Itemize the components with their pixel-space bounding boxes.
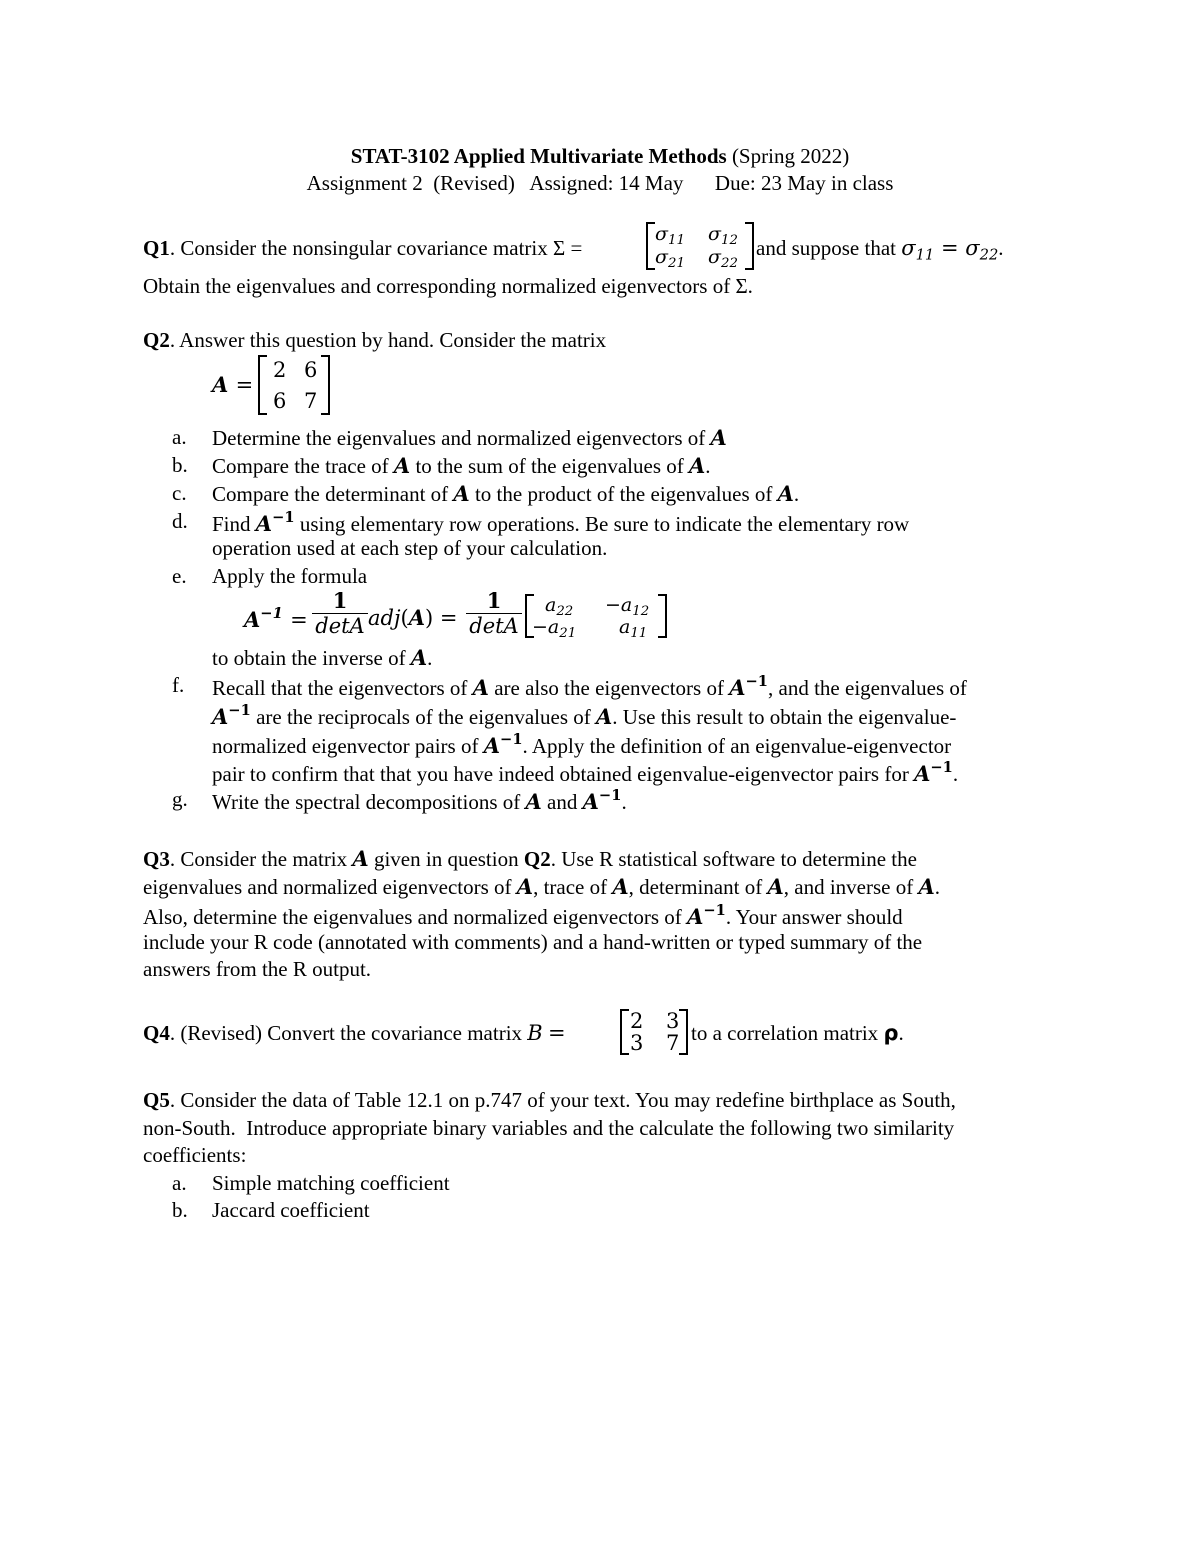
q5-line2: non-South. Introduce appropriate binary variables and the calculate the following two similarity	[143, 1116, 955, 1140]
q1-line1	[143, 236, 582, 261]
q2-intro: . Answer this question by hand. Consider the matrix	[169, 328, 607, 352]
q1-line1-tail: and suppose that $\sigma_{11} = \sigma_{22}$.	[756, 236, 1004, 264]
q2c-text: Compare the determinant of A to the product of the eigenvalues of A.	[212, 481, 800, 506]
q2g-letter: g.	[172, 787, 188, 811]
q5-line1: Q5. Consider the data of Table 12.1 on p.747 of your text. You may redefine birthplace as South,	[143, 1088, 956, 1112]
q4-line: Q4. (Revised) Convert the covariance matrix B =	[143, 1021, 566, 1045]
q1-label: Q1	[143, 236, 170, 260]
q2-matrix-a	[258, 355, 330, 415]
q4-matrix-b	[620, 1009, 688, 1055]
course-title: STAT-3102 Applied Multivariate Methods	[350, 144, 727, 168]
q3-line5: answers from the R output.	[143, 957, 372, 981]
q3-line4: include your R code (annotated with comments) and a hand-written or typed summary of the	[143, 930, 923, 954]
q2f-line1: Recall that the eigenvectors of A are also the eigenvectors of $A^{-1}$, and the eigenvalues of	[212, 673, 967, 700]
q3-line2: eigenvalues and normalized eigenvectors of A, trace of A, determinant of A, and inverse of A.	[143, 874, 941, 899]
q2d-letter: d.	[172, 509, 188, 533]
q4-line-tail: to a correlation matrix ρ.	[691, 1021, 904, 1045]
q1-line2: Obtain the eigenvalues and corresponding normalized eigenvectors of Σ.	[143, 274, 753, 298]
adj-cell-a22: $a_{22}$	[545, 594, 574, 619]
matrix-a-cell: 6	[304, 358, 318, 382]
q2f-line4: pair to confirm that that you have indeed obtained eigenvalue-eigenvector pairs for $A^{-1}$.	[212, 759, 959, 786]
q1-text-a: . Consider the nonsingular covariance matrix Σ =	[169, 236, 583, 260]
matrix-b-cell: 7	[666, 1031, 680, 1055]
q4-label: Q4	[143, 1021, 170, 1045]
formula-fraction-1: 1 detA	[312, 588, 368, 638]
matrix-a-cell: 2	[273, 358, 287, 382]
sigma-11: $\sigma_{11}$	[655, 223, 685, 248]
assignment-subtitle: Assignment 2 (Revised) Assigned: 14 May Due: 23 May in class	[306, 171, 894, 195]
q5a-letter: a.	[172, 1171, 187, 1195]
q5-label: Q5	[143, 1088, 170, 1112]
q2a-text: Determine the eigenvalues and normalized eigenvectors of A	[212, 425, 727, 450]
q2-intro-line	[143, 328, 606, 353]
formula-adj: adj(A) =	[368, 605, 458, 630]
q2g-text: Write the spectral decompositions of A and $A^{-1}$.	[212, 787, 627, 814]
q1-sigma-matrix	[646, 222, 754, 270]
q3-line1: Q3. Consider the matrix A given in question Q2. Use R statistical software to determine the	[143, 846, 917, 871]
q3-label: Q3	[143, 847, 170, 871]
q5-line3: coefficients:	[143, 1143, 247, 1167]
adj-cell-a11: $a_{11}$	[619, 616, 648, 641]
sigma-21: $\sigma_{21}$	[655, 246, 685, 271]
q2e-text: Apply the formula	[212, 564, 368, 588]
adj-cell-a21: $-a_{21}$	[532, 616, 577, 641]
q2f-line3: normalized eigenvector pairs of $A^{-1}$. Apply the definition of an eigenvalue-eigenvector	[212, 731, 952, 758]
q2-label: Q2	[143, 328, 170, 352]
matrix-b-cell: 3	[666, 1009, 680, 1033]
q2b-text: Compare the trace of A to the sum of the eigenvalues of A.	[212, 453, 711, 478]
q5b-text: Jaccard coefficient	[212, 1198, 370, 1222]
q2c-letter: c.	[172, 481, 187, 505]
document-title	[0, 144, 1200, 169]
q5a-text: Simple matching coefficient	[212, 1171, 450, 1195]
q1-text-b: and suppose that	[756, 236, 896, 260]
q2e-after: to obtain the inverse of A.	[212, 645, 433, 670]
q2a-letter: a.	[172, 425, 187, 449]
matrix-b-cell: 3	[630, 1031, 644, 1055]
formula-adj-matrix	[525, 594, 667, 641]
q1-equality: $\sigma_{11} = \sigma_{22}$	[901, 236, 999, 264]
q2-matrix-a-lhs: A =	[212, 372, 254, 397]
matrix-a-cell: 7	[304, 389, 318, 413]
formula-lhs: $A^{-1}$ =	[244, 605, 308, 632]
adj-cell-a12: $-a_{12}$	[605, 594, 650, 619]
q2d-text-line2: operation used at each step of your calculation.	[212, 536, 608, 560]
q2d-text: Find $A^{-1}$ using elementary row operations. Be sure to indicate the elementary row	[212, 509, 910, 536]
q5b-letter: b.	[172, 1198, 188, 1222]
matrix-a-cell: 6	[273, 389, 287, 413]
matrix-b-cell: 2	[630, 1009, 644, 1033]
q3-line3: Also, determine the eigenvalues and normalized eigenvectors of $A^{-1}$. Your answer should	[143, 902, 903, 929]
q2b-letter: b.	[172, 453, 188, 477]
sigma-12: $\sigma_{12}$	[708, 223, 738, 248]
formula-fraction-2: 1 detA	[466, 588, 522, 638]
course-term: (Spring 2022)	[731, 144, 850, 168]
q2f-line2: $A^{-1}$ are the reciprocals of the eigenvalues of A. Use this result to obtain the eigenvalue-	[212, 702, 957, 729]
q2e-letter: e.	[172, 564, 187, 588]
q2f-letter: f.	[172, 673, 185, 697]
sigma-22: $\sigma_{22}$	[708, 246, 738, 271]
